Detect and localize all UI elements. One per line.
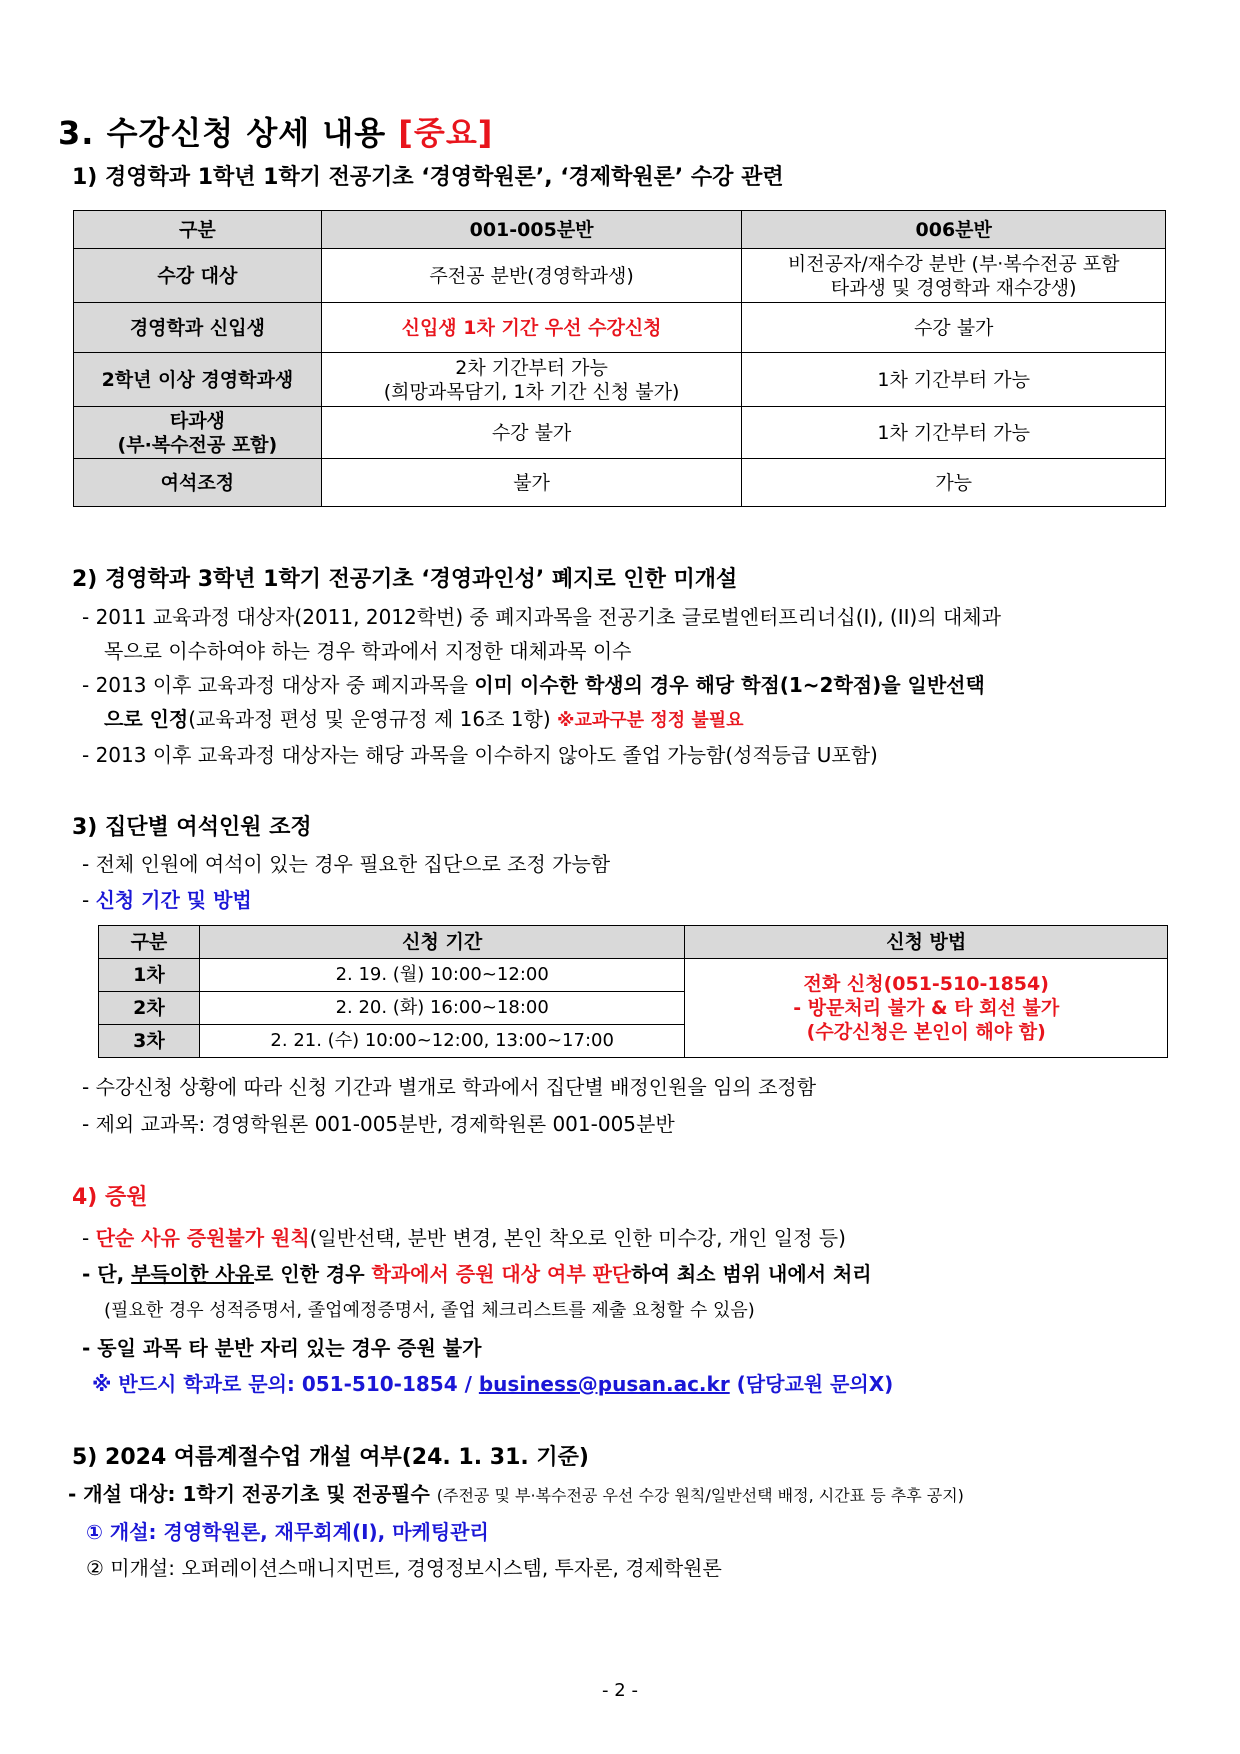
row-label: 여석조정: [74, 459, 322, 507]
method-line: 전화 신청(051-510-1854): [803, 973, 1049, 995]
s1-header-section-b: 006분반: [742, 211, 1166, 249]
cell: 불가: [321, 459, 742, 507]
cell: 1차 기간부터 가능: [742, 407, 1166, 459]
section-title-tag: [중요]: [398, 114, 494, 152]
s2-bullet-2-cont: [104, 703, 744, 732]
cell-line: (희망과목담기, 1차 기간 신청 불가): [383, 380, 680, 403]
header-period: 신청 기간: [199, 926, 685, 959]
cell-line: 2차 기간부터 가능: [455, 356, 608, 379]
cell-line: (부·복수전공 포함): [117, 433, 278, 456]
text: (교육과정 편성 및 운영규정 제 16조 1항): [188, 707, 558, 731]
text: ※ 반드시 학과로 문의: 051-510-1854 /: [92, 1372, 479, 1396]
cell-line: 비전공자/재수강 분반 (부·복수전공 포함: [787, 252, 1120, 275]
cell-highlight: 신입생 1차 기간 우선 수강신청: [321, 303, 742, 353]
s4-bullet-2: [82, 1258, 872, 1287]
text-small: (주전공 및 부·복수전공 우선 수강 원칙/일반선택 배정, 시간표 등 추후 공지): [436, 1486, 964, 1505]
s2-bullet-3: - 2013 이후 교육과정 대상자는 해당 과목을 이수하지 않아도 졸업 가능함(성적등급 U포함): [82, 743, 878, 767]
text: 하여 최소 범위 내에서 처리: [631, 1262, 872, 1286]
text: 로 인한 경우: [254, 1262, 372, 1286]
s3-table-header: [99, 926, 1168, 959]
cell: 수강 불가: [321, 407, 742, 459]
text-red: 단순 사유 증원불가 원칙: [95, 1226, 310, 1250]
text-blue: 신청 기간 및 방법: [95, 888, 252, 912]
header-round: 구분: [99, 926, 200, 959]
round-label: 1차: [99, 959, 200, 992]
row-label: 수강 대상: [74, 249, 322, 303]
s5-open-courses: ① 개설: 경영학원론, 재무회계(I), 마케팅관리: [86, 1520, 489, 1544]
s3-bullet-1: - 전체 인원에 여석이 있는 경우 필요한 집단으로 조정 가능함: [82, 852, 611, 876]
s2-title: 2) 경영학과 3학년 1학기 전공기초 ‘경영과인성’ 폐지로 인한 미개설: [72, 567, 738, 592]
s1-table-row: [74, 407, 1166, 459]
period-cell: 2. 19. (월) 10:00~12:00: [199, 959, 685, 992]
text: -: [82, 888, 96, 912]
s2-bullet-1-cont: 목으로 이수하여야 하는 경우 학과에서 지정한 대체과목 이수: [104, 639, 632, 663]
text-bold: 으로 인정: [104, 707, 189, 731]
s2-bullet-1: - 2011 교육과정 대상자(2011, 2012학번) 중 폐지과목을 전공기초 글로벌엔터프리너십(I), (II)의 대체과: [82, 605, 1001, 629]
s1-table-row: [74, 249, 1166, 303]
email-link[interactable]: business@pusan.ac.kr: [478, 1372, 730, 1396]
text: (일반선택, 분반 변경, 본인 착오로 인한 미수강, 개인 일정 등): [309, 1226, 846, 1250]
text-bold: - 개설 대상: 1학기 전공기초 및 전공필수: [68, 1482, 437, 1506]
header-method: 신청 방법: [685, 926, 1168, 959]
s5-title: 5) 2024 여름계절수업 개설 여부(24. 1. 31. 기준): [72, 1445, 589, 1470]
s1-title: 1) 경영학과 1학년 1학기 전공기초 ‘경영학원론’, ‘경제학원론’ 수강 관련: [72, 165, 784, 190]
period-cell: 2. 20. (화) 16:00~18:00: [199, 992, 685, 1025]
s1-table-header: [74, 211, 1166, 249]
s3-title: 3) 집단별 여석인원 조정: [72, 815, 312, 840]
period-cell: 2. 21. (수) 10:00~12:00, 13:00~17:00: [199, 1025, 685, 1058]
s4-bullet-3: - 동일 과목 타 분반 자리 있는 경우 증원 불가: [82, 1336, 482, 1360]
s4-contact-note: [92, 1368, 893, 1397]
s3-bullet-2: [82, 884, 252, 913]
s3-bullet-4: - 제외 교과목: 경영학원론 001-005분반, 경제학원론 001-005분반: [82, 1112, 675, 1136]
s1-table-row: [74, 353, 1166, 407]
s1-table: [73, 210, 1166, 507]
cell: 주전공 분반(경영학과생): [321, 249, 742, 303]
s2-bullet-2: [82, 669, 985, 698]
round-label: 3차: [99, 1025, 200, 1058]
row-label: 2학년 이상 경영학과생: [74, 353, 322, 407]
cell: [321, 353, 742, 407]
cell-line: 타과생 및 경영학과 재수강생): [830, 276, 1077, 299]
text-underline: 부득이한 사유: [131, 1262, 255, 1286]
text: - 2013 이후 교육과정 대상자 중 폐지과목을: [82, 673, 475, 697]
cell: 수강 불가: [742, 303, 1166, 353]
method-line: - 방문처리 불가 & 타 회선 불가: [793, 997, 1060, 1019]
cell-line: 타과생: [169, 409, 225, 432]
s4-title: 4) 증원: [72, 1185, 148, 1210]
s1-table-row: [74, 459, 1166, 507]
s5-target: [68, 1478, 964, 1507]
text-red: 학과에서 증원 대상 여부 판단: [371, 1262, 632, 1286]
s3-bullet-3: - 수강신청 상황에 따라 신청 기간과 별개로 학과에서 집단별 배정인원을 임의 조정함: [82, 1075, 817, 1099]
method-line: (수강신청은 본인이 해야 함): [806, 1021, 1046, 1043]
cell: 가능: [742, 459, 1166, 507]
s5-closed-courses: ② 미개설: 오퍼레이션스매니지먼트, 경영정보시스템, 투자론, 경제학원론: [86, 1556, 722, 1580]
cell: 1차 기간부터 가능: [742, 353, 1166, 407]
section-title: [58, 108, 493, 154]
s1-header-division: 구분: [74, 211, 322, 249]
text-red: ※교과구분 정정 불필요: [557, 710, 744, 731]
s3-schedule-table: [98, 925, 1168, 1058]
text: - 단,: [82, 1262, 132, 1286]
round-label: 2차: [99, 992, 200, 1025]
row-label: 경영학과 신입생: [74, 303, 322, 353]
row-label: [74, 407, 322, 459]
s1-header-section-a: 001-005분반: [321, 211, 742, 249]
cell: [742, 249, 1166, 303]
s4-bullet-1: [82, 1222, 846, 1251]
text: -: [82, 1226, 96, 1250]
text: (담당교원 문의X): [729, 1372, 894, 1396]
s3-table-row: [99, 959, 1168, 992]
s1-table-row: [74, 303, 1166, 353]
text-bold: 이미 이수한 학생의 경우 해당 학점(1~2학점)을 일반선택: [474, 673, 985, 697]
section-title-main: 3. 수강신청 상세 내용: [58, 114, 399, 152]
page-number: - 2 -: [602, 1680, 638, 1701]
method-cell: [685, 959, 1168, 1058]
s4-bullet-2-cont: (필요한 경우 성적증명서, 졸업예정증명서, 졸업 체크리스트를 제출 요청할 수 있음): [104, 1300, 755, 1321]
